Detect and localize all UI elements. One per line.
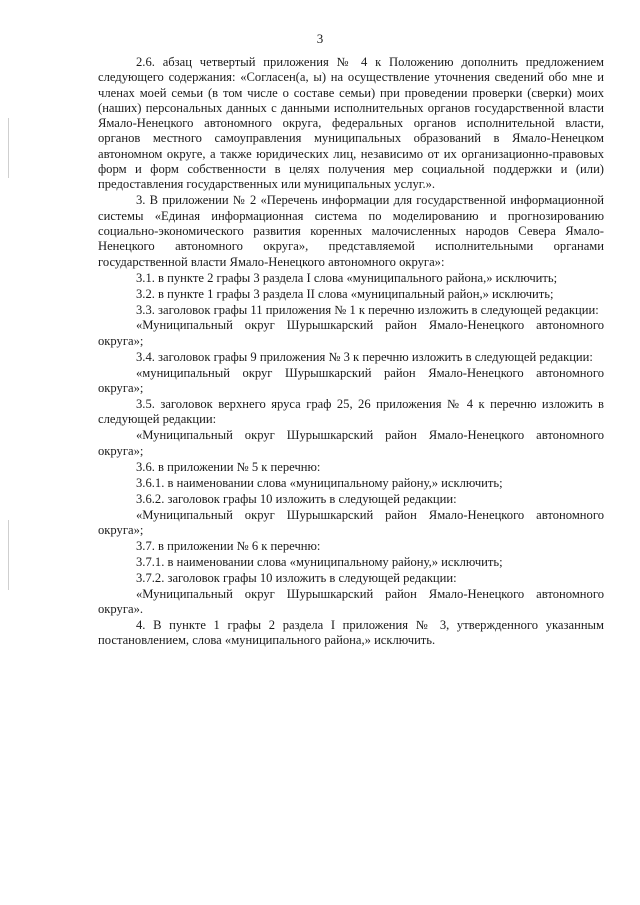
paragraph-3-1: 3.1. в пункте 2 графы 3 раздела I слова «муниципального района,» исключить; — [136, 270, 558, 285]
paragraph-3-6-2: 3.6.2. заголовок графы 10 изложить в следующей редакции: — [136, 491, 457, 506]
paragraph-3-4: 3.4. заголовок графы 9 приложения № 3 к перечню изложить в следующей редакции: — [136, 349, 593, 364]
paragraph-3-7-2: 3.7.2. заголовок графы 10 изложить в следующей редакции: — [136, 570, 457, 585]
paragraph-3-6: 3.6. в приложении № 5 к перечню: — [136, 459, 321, 474]
scan-edge-mark — [8, 520, 9, 590]
scan-edge-mark — [8, 118, 9, 178]
paragraph-3-6-2-text: «Муниципальный округ Шурышкарский район Ямало-Ненецкого автономного округа»; — [98, 507, 604, 537]
paragraph-3-3: 3.3. заголовок графы 11 приложения № 1 к перечню изложить в следующей редакции: — [136, 302, 599, 317]
paragraph-3-5-text: «Муниципальный округ Шурышкарский район Ямало-Ненецкого автономного округа»; — [98, 428, 604, 458]
paragraph-3-2: 3.2. в пункте 1 графы 3 раздела II слова «муниципальный район,» исключить; — [136, 286, 554, 301]
paragraph-3: 3. В приложении № 2 «Перечень информации для государственной информационной системы «Единая информационная система по моделированию и прогнозированию социально-экономического развития коренных малочисленных народов Севера Ямало-Ненецкого автономного округа», представляемой исполнительными органами государственной власти Ямало-Ненецкого автономного округа»: — [98, 193, 604, 269]
document-body — [98, 55, 604, 649]
paragraph-4: 4. В пункте 1 графы 2 раздела I приложения № 3, утвержденного указанным постановлением, слова «муниципального района,» исключить. — [98, 618, 604, 648]
page-number: 3 — [316, 31, 324, 46]
paragraph-3-7-2-text: «Муниципальный округ Шурышкарский район Ямало-Ненецкого автономного округа». — [98, 586, 604, 617]
paragraph-2-6: 2.6. абзац четвертый приложения № 4 к Положению дополнить предложением следующего содержания: «Согласен(а, ы) на осуществление уточнения сведений обо мне и членах моей семьи (в том числе о составе семьи) при проведении проверки (сверки) моих (наших) персональных данных с данными исполнительных органов государственной власти Ямало-Ненецкого автономного округа, федеральных органов исполнительной власти, органов местного самоуправления муниципальных образований в Ямало-Ненецком автономном округе, а также юридических лиц, независимо от их организационно-правовых форм и форм собственности в целях получения мер социальной поддержки и (или) предоставления государственных или муниципальных услуг.». — [98, 55, 604, 192]
paragraph-3-4-text: «муниципальный округ Шурышкарский район Ямало-Ненецкого автономного округа»; — [98, 365, 604, 396]
paragraph-3-7-1: 3.7.1. в наименовании слова «муниципальному району,» исключить; — [136, 554, 503, 569]
paragraph-3-6-1: 3.6.1. в наименовании слова «муниципальному району,» исключить; — [136, 475, 503, 490]
paragraph-3-3-text: «Муниципальный округ Шурышкарский район Ямало-Ненецкого автономного округа»; — [98, 318, 604, 348]
paragraph-3-5: 3.5. заголовок верхнего яруса граф 25, 26 приложения № 4 к перечню изложить в следующей редакции: — [98, 397, 604, 427]
paragraph-3-7: 3.7. в приложении № 6 к перечню: — [136, 538, 321, 553]
